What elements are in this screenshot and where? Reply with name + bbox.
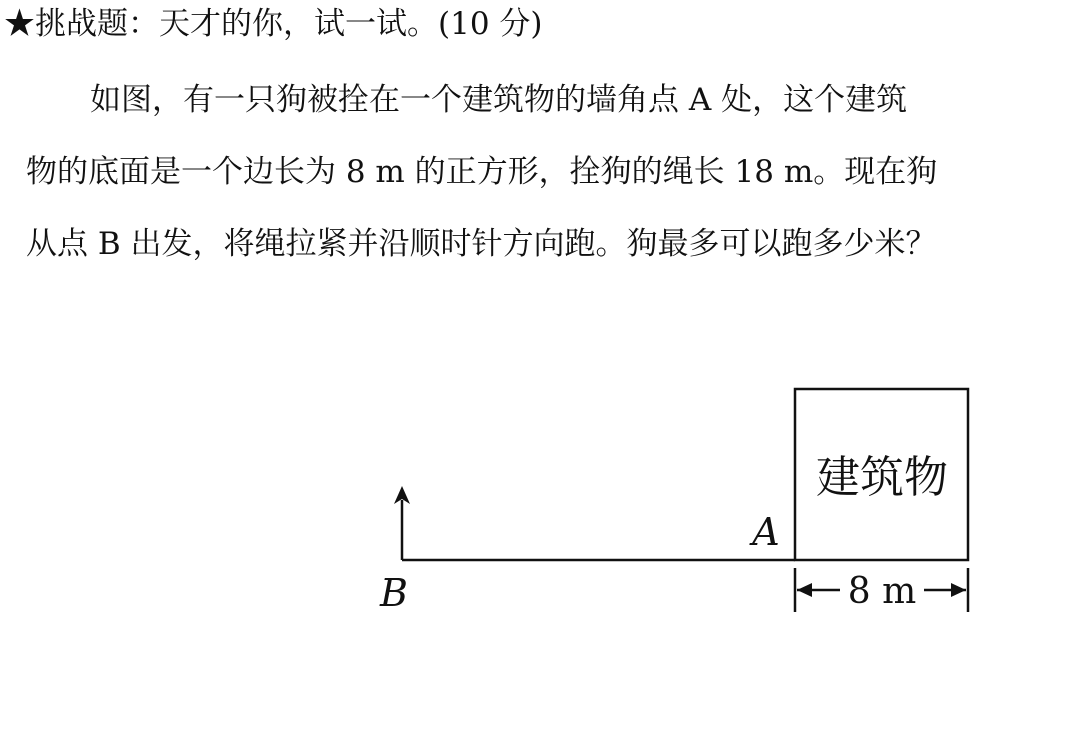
problem-line: 如图，有一只狗被拴在一个建筑物的墙角点 A 处，这个建筑 (90, 82, 908, 118)
problem-line: 物的底面是一个边长为 8 m 的正方形，拴狗的绳长 18 m。现在狗 (26, 154, 938, 190)
dimension-arrow-right-icon (951, 583, 966, 597)
problem-title: ★挑战题：天才的你，试一试。(10 分) (4, 6, 543, 42)
building-label: 建筑物 (816, 452, 948, 503)
point-a-label: A (752, 510, 780, 554)
dimension-arrow-left-icon (797, 583, 812, 597)
problem-line: 从点 B 出发，将绳拉紧并沿顺时针方向跑。狗最多可以跑多少米？ (26, 226, 937, 262)
point-b-label: B (380, 571, 408, 615)
dimension-label: 8 m (847, 571, 917, 612)
